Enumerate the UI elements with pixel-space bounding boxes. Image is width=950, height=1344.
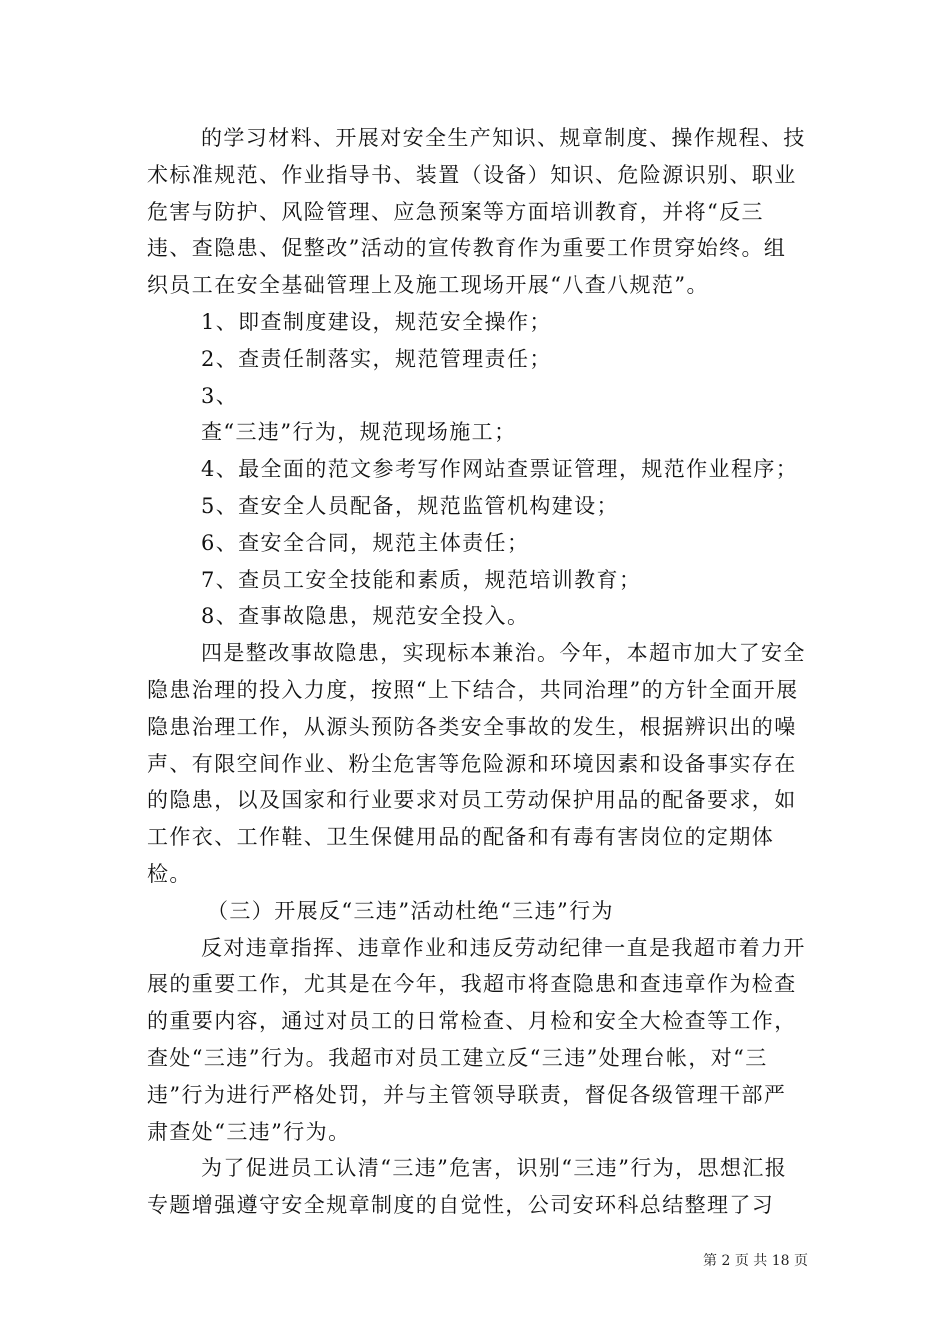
list-item: 3、 [201,383,239,408]
list-item: 查“三违”行为，规范现场施工； [201,420,517,445]
list-item: 4、最全面的范文参考写作网站查票证管理，规范作业程序； [201,457,799,482]
body-paragraph: 为了促进员工认清“三违”危害，识别“三违”行为，思想汇报专题增强遵守安全规章制度的自觉性，公司安环科总结整理了习 [147,1156,788,1218]
section-heading: （三）开展反“三违”活动杜绝“三违”行为 [207,898,614,923]
document-body [147,120,807,1224]
body-paragraph: 的学习材料、开展对安全生产知识、规章制度、操作规程、技术标准规范、作业指导书、装置（设备）知识、危险源识别、职业危害与防护、风险管理、应急预案等方面培训教育，并将“反三违、查隐患、促整改”活动的宣传教育作为重要工作贯穿始终。组织员工在安全基础管理上及施工现场开展“八查八规范”。 [147,126,806,298]
list-item: 6、查安全合同，规范主体责任； [201,530,530,555]
list-item: 7、查员工安全技能和素质，规范培训教育； [201,567,642,592]
list-item: 2、查责任制落实，规范管理责任； [201,346,552,371]
list-item: 8、查事故隐患，规范安全投入。 [201,604,530,629]
page-number-label: 第 2 页 共 18 页 [703,1253,808,1269]
body-paragraph: 反对违章指挥、违章作业和违反劳动纪律一直是我超市着力开展的重要工作，尤其是在今年，我超市将查隐患和查违章作为检查的重要内容，通过对员工的日常检查、月检和安全大检查等工作，查处“三违”行为。我超市对员工建立反“三违”处理台帐，对“三违”行为进行严格处罚，并与主管领导联责，督促各级管理干部严肃查处“三违”行为。 [147,935,806,1144]
body-paragraph: 四是整改事故隐患，实现标本兼治。今年，本超市加大了安全隐患治理的投入力度，按照“上下结合，共同治理”的方针全面开展隐患治理工作，从源头预防各类安全事故的发生，根据辨识出的噪声、有限空间作业、粉尘危害等危险源和环境因素和设备事实存在的隐患，以及国家和行业要求对员工劳动保护用品的配备要求，如工作衣、工作鞋、卫生保健用品的配备和有毒有害岗位的定期体检。 [147,641,806,886]
list-item: 1、即查制度建设，规范安全操作； [201,309,552,334]
list-item: 5、查安全人员配备，规范监管机构建设； [201,493,619,518]
